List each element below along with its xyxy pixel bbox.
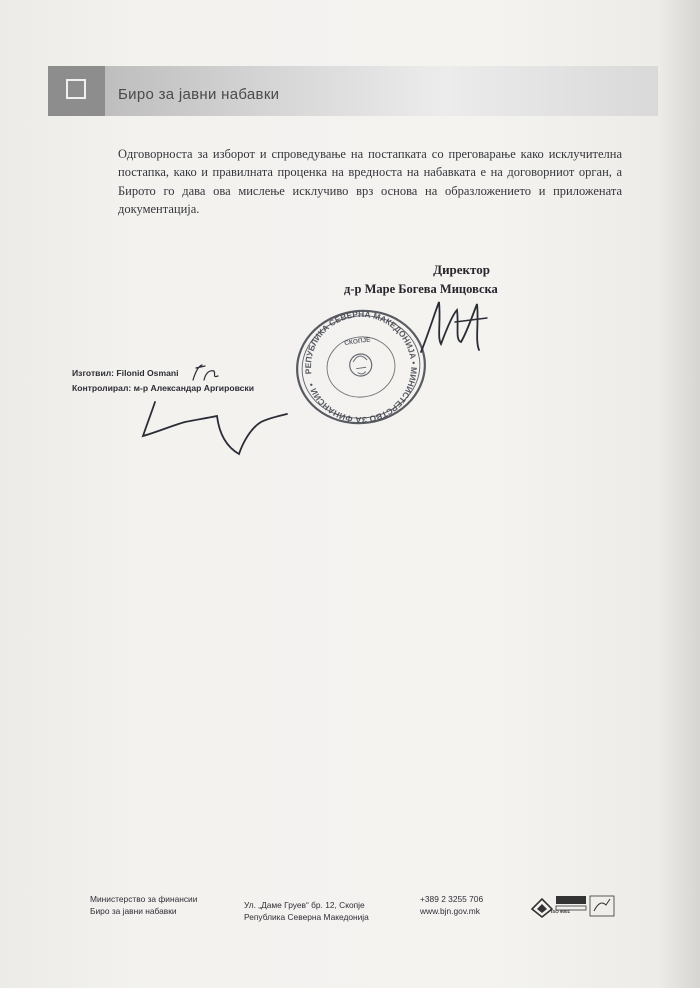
prepared-by: Изготвил: Filonid Osmani — [72, 368, 179, 378]
director-signature — [415, 292, 495, 362]
coat-of-arms-icon — [348, 353, 373, 378]
footer-ministry: Министерство за финансии — [90, 894, 198, 904]
stamp-center-text: СКОПЈЕ — [343, 336, 371, 348]
footer-organization — [90, 893, 197, 917]
footer-address-block — [244, 899, 369, 923]
footer-phone: +389 2 3255 706 — [420, 894, 484, 904]
prepared-initials-signature — [190, 362, 220, 384]
iso-certification-logo — [528, 893, 618, 919]
bureau-logo — [48, 66, 105, 116]
footer-bureau: Биро за јавни набавки — [90, 906, 177, 916]
footer-contact — [420, 893, 483, 917]
logo-square-icon — [66, 79, 86, 99]
footer-website[interactable]: www.bjn.gov.mk — [420, 906, 480, 916]
footer-country: Република Северна Македонија — [244, 912, 369, 922]
body-paragraph: Одговорноста за изборот и спроведување на постапката со преговарање како исклучителна постапка, како и правилната проценка на вредноста на набавката е на договорниот орган, а Бирото го дава ова мислење исклучиво врз основа на образложението и приложената документација. — [118, 147, 622, 217]
controlled-by: Контролирал: м-р Александар Аргировски — [72, 383, 255, 393]
header-title: Биро за јавни набавки — [118, 86, 280, 103]
page-shadow — [658, 0, 700, 988]
controller-signature — [135, 392, 295, 462]
iso-label: ISO 9001 — [551, 909, 571, 914]
signatory-name: д-р Маре Богева Мицовска — [344, 282, 498, 296]
official-stamp — [287, 305, 435, 425]
stamp-ring-text: РЕПУБЛИКА СЕВЕРНА МАКЕДОНИЈА • МИНИСТЕРСТВО ЗА ФИНАНСИИ • — [302, 308, 420, 425]
signatory-title: Директор — [433, 262, 490, 277]
footer-address: Ул. „Даме Груев“ бр. 12, Скопје — [244, 900, 365, 910]
